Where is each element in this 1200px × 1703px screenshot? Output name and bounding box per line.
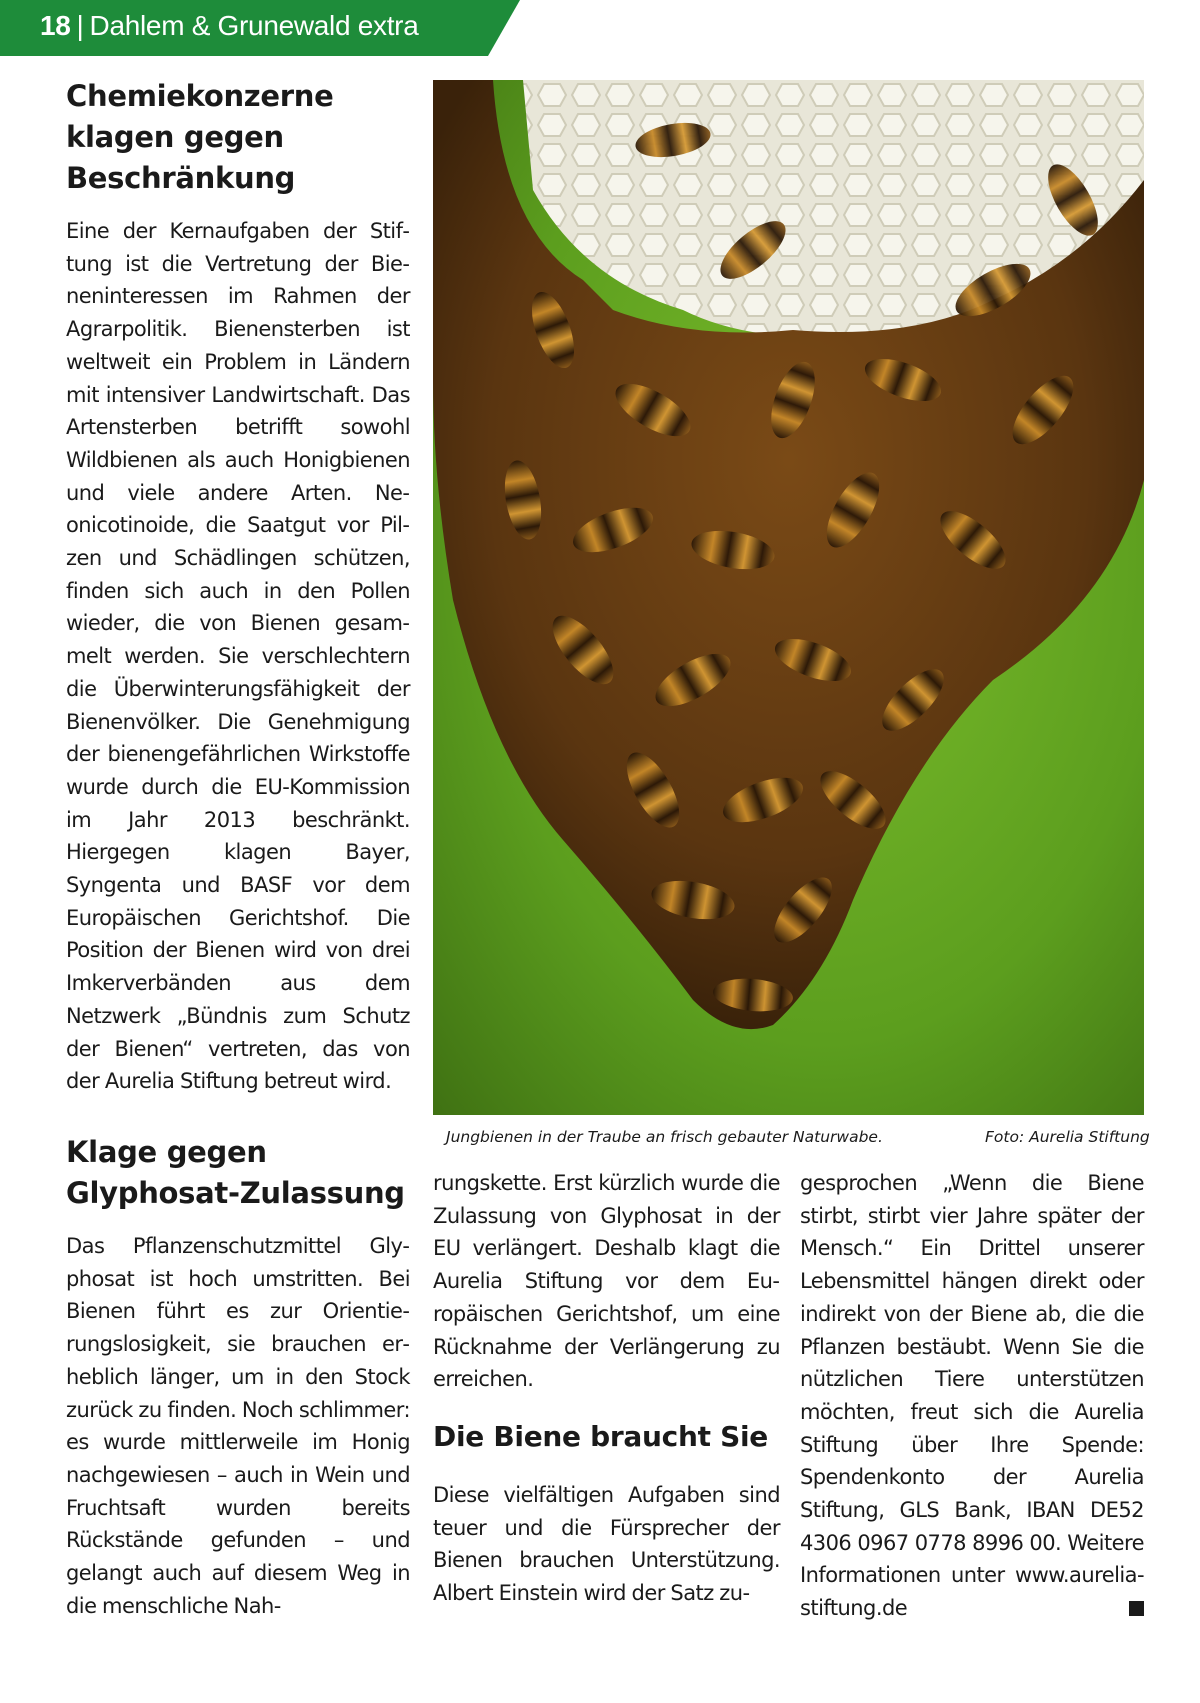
article-3-body-col2: Diese vielfältigen Aufgaben sind teuer und die Fürsprecher der Bienen brauchen Unterstützung. Albert Einstein wird der Satz zu- [433,1483,780,1606]
article-3-body-text: gesprochen „Wenn die Biene stirbt, stirbt vier Jahre später der Mensch.“ Ein Drittel unserer Lebensmittel hängen direkt oder indirekt von der Biene ab, die die Pflanzen bestäubt. Wenn Sie die nützlichen Tiere unterstützen möchten, freut sich die Aurelia Stiftung über Ihre Spende: Spendenkonto der Aurelia Stiftung, GLS Bank, IBAN DE52 4306 0967 0778 8996 00. Weitere Informationen unter www.aurelia-stiftung.de [800,1171,1144,1621]
article-3-continued [800,1167,1144,1625]
headline-line: Beschränkung [66,161,296,195]
article-1-body: Eine der Kernaufgaben der Stiftung ist die Vertretung der Bieneninteressen im Rahmen der Agrarpolitik. Bienensterben ist weltweit ein Problem in Ländern mit intensiver Landwirtschaft. Das Artensterben betrifft sowohl Wildbienen als auch Honigbienen und viele andere Arten. Neonicotinoide, die Saatgut vor Pilzen und Schädlingen schützen, finden sich auch in den Pollen wieder, die von Bienen gesammelt werden. Sie verschlechtern die Überwinterungsfähigkeit der Bienenvölker. Die Genehmigung der bienengefährlichen Wirkstoffe wurde durch die EU-Kommission im Jahr 2013 beschränkt. Hiergegen klagen Bayer, Syngenta und BASF vor dem Europäischen Gerichtshof. Die Position der Bienen wird von drei Imkerverbänden aus dem Netzwerk „Bündnis zum Schutz der Bienen“ vertreten, das von der Aurelia Stiftung betreut wird. [66,219,410,1094]
headline-line: Chemiekonzerne [66,79,334,113]
article-3-headline: Die Biene braucht Sie [433,1420,768,1453]
article-2-body-col1: Das Pflanzenschutzmittel Glyphosat ist hoch umstritten. Bei Bienen führt es zur Orientierungslosigkeit, sie brauchen erheblich länger, um in den Stock zurück zu finden. Noch schlimmer: es wurde mittlerweile im Honig nachgewiesen – auch in Wein und Fruchtsaft wurden bereits Rückstände gefunden – und gelangt auch auf diesem Weg in die menschliche Nah- [66,1234,410,1618]
article-3-body-col3 [800,1167,1144,1625]
banner-text [40,10,418,42]
bee-cluster-illustration [433,80,1144,1115]
section-banner [0,0,520,56]
page-number: 18 [40,10,71,41]
section-title: Dahlem & Grunewald extra [89,10,419,41]
banner-separator: | [76,10,84,41]
headline-line: Klage gegen [66,1135,267,1169]
article-3 [433,1417,780,1610]
bee-cluster-photo [433,80,1144,1115]
end-mark-icon [1129,1601,1144,1616]
photo-caption: Jungbienen in der Traube an frisch gebauter Naturwabe. [446,1128,883,1146]
article-2-continued [433,1167,780,1396]
article-2 [66,1132,410,1622]
photo-credit: Foto: Aurelia Stiftung [985,1128,1150,1146]
article-1 [66,76,410,1098]
headline-line: klagen gegen [66,120,284,154]
headline-line: Glyphosat-Zulassung [66,1176,405,1210]
article-2-headline [66,1132,410,1214]
article-2-body-col2: rungskette. Erst kürzlich wurde die Zulassung von Glyphosat in der EU verlängert. Deshalb klagt die Aurelia Stiftung vor dem Europäischen Gerichtshof, um eine Rücknahme der Verlängerung zu erreichen. [433,1171,780,1392]
article-1-headline [66,76,410,199]
